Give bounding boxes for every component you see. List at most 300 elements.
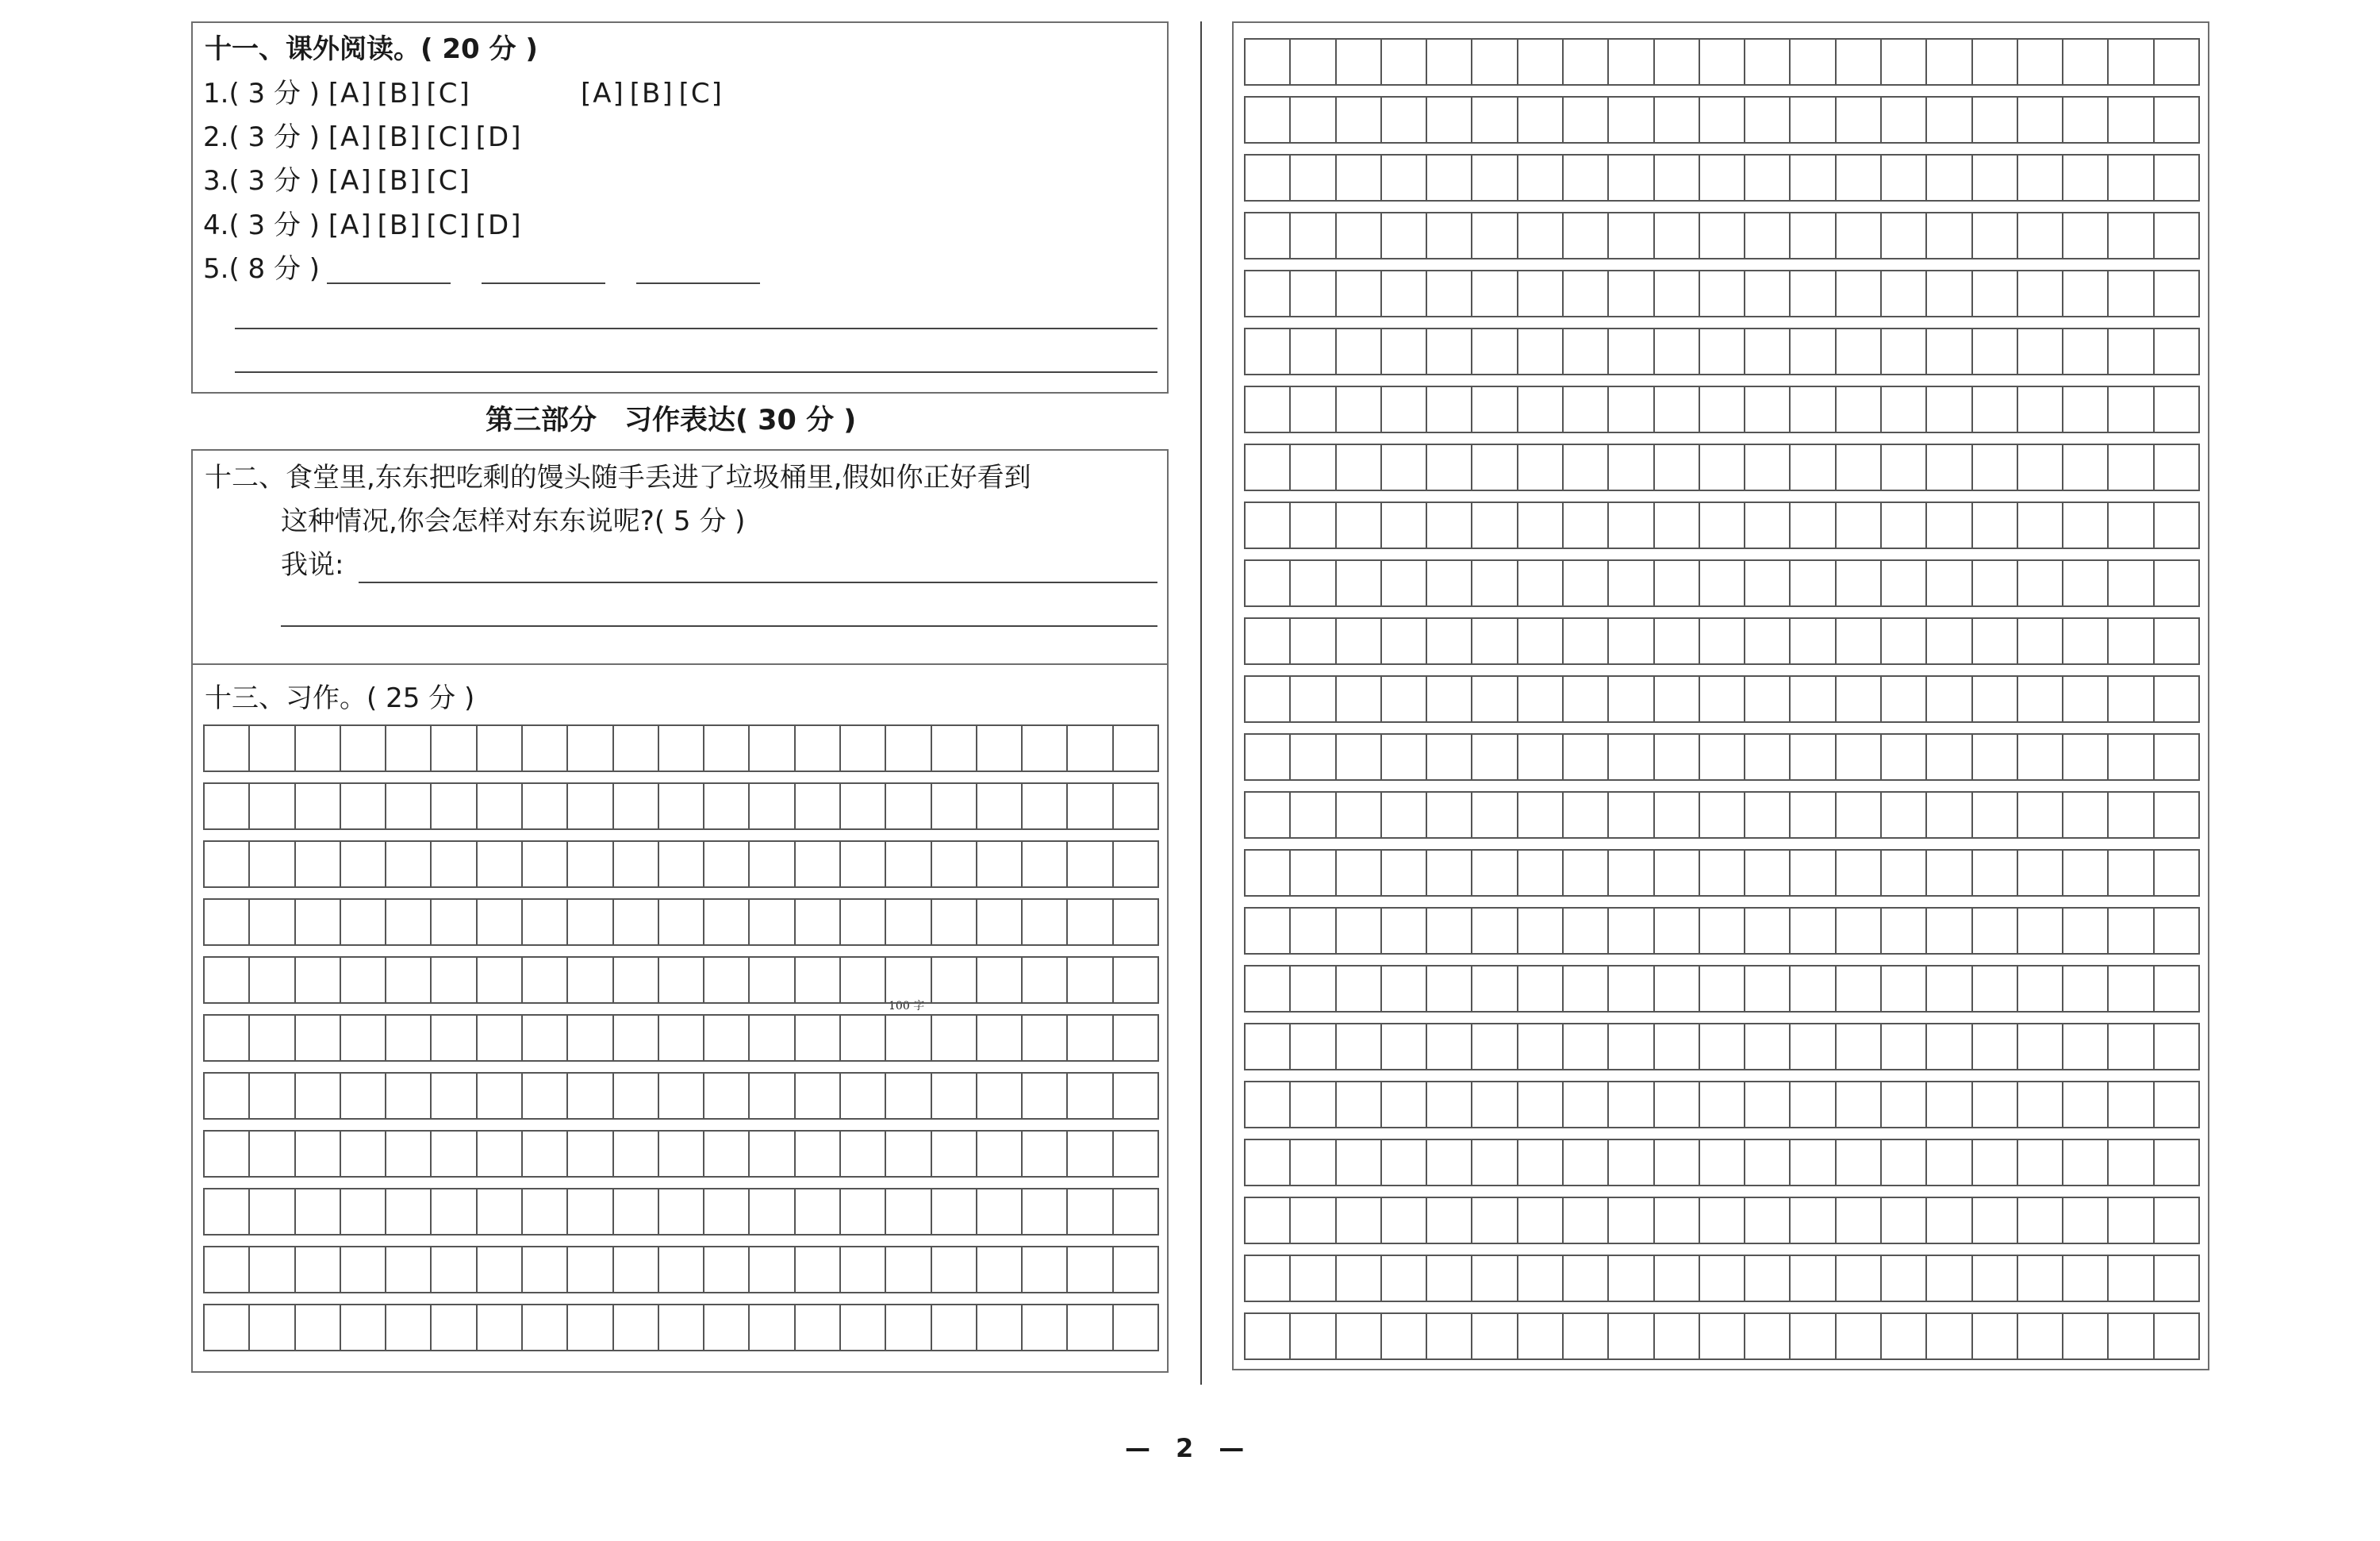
- grid-cell[interactable]: [704, 1016, 750, 1060]
- grid-cell[interactable]: [205, 784, 250, 828]
- grid-cell[interactable]: [659, 784, 704, 828]
- grid-cell[interactable]: [1472, 98, 1518, 142]
- grid-cell[interactable]: [1114, 1305, 1157, 1350]
- grid-cell[interactable]: [1655, 851, 1700, 895]
- grid-cell[interactable]: [386, 1305, 432, 1350]
- grid-cell[interactable]: [568, 842, 613, 886]
- grid-cell[interactable]: [2018, 445, 2063, 490]
- grid-cell[interactable]: [1882, 1314, 1927, 1358]
- item-2-option-a[interactable]: [A]: [328, 121, 373, 153]
- grid-cell[interactable]: [1472, 851, 1518, 895]
- item-1b-option-b[interactable]: [B]: [629, 78, 674, 110]
- grid-cell[interactable]: [796, 900, 841, 944]
- grid-cell[interactable]: [1745, 1082, 1791, 1127]
- grid-cell[interactable]: [1427, 329, 1472, 374]
- grid-cell[interactable]: [1745, 1256, 1791, 1301]
- grid-cell[interactable]: [1068, 1305, 1113, 1350]
- grid-cell[interactable]: [2155, 40, 2198, 84]
- grid-cell[interactable]: [1973, 329, 2018, 374]
- answer-line-1[interactable]: [235, 328, 1157, 329]
- grid-cell[interactable]: [1700, 1024, 1745, 1069]
- grid-cell[interactable]: [1700, 677, 1745, 721]
- grid-cell[interactable]: [796, 1305, 841, 1350]
- grid-cell[interactable]: [1655, 793, 1700, 837]
- grid-cell[interactable]: [1745, 735, 1791, 779]
- grid-cell[interactable]: [1882, 387, 1927, 432]
- grid-cell[interactable]: [750, 1305, 795, 1350]
- grid-cell[interactable]: [2063, 98, 2109, 142]
- grid-cell[interactable]: [2109, 793, 2154, 837]
- grid-cell[interactable]: [1246, 966, 1291, 1011]
- grid-cell[interactable]: [296, 958, 341, 1002]
- grid-cell[interactable]: [886, 784, 931, 828]
- grid-cell[interactable]: [841, 958, 886, 1002]
- grid-cell[interactable]: [478, 900, 523, 944]
- grid-cell[interactable]: [296, 784, 341, 828]
- grid-cell[interactable]: [1114, 900, 1157, 944]
- grid-cell[interactable]: [841, 1132, 886, 1176]
- grid-cell[interactable]: [750, 842, 795, 886]
- grid-cell[interactable]: [432, 1189, 477, 1234]
- grid-cell[interactable]: [1246, 1140, 1291, 1185]
- grid-cell[interactable]: [1246, 619, 1291, 663]
- grid-cell[interactable]: [750, 784, 795, 828]
- grid-cell[interactable]: [1927, 677, 1972, 721]
- grid-cell[interactable]: [2155, 1198, 2198, 1243]
- grid-cell[interactable]: [296, 1189, 341, 1234]
- grid-cell[interactable]: [1427, 561, 1472, 605]
- grid-cell[interactable]: [1973, 793, 2018, 837]
- grid-cell[interactable]: [478, 1247, 523, 1292]
- grid-cell[interactable]: [1382, 677, 1427, 721]
- grid-cell[interactable]: [1518, 1082, 1564, 1127]
- grid-cell[interactable]: [250, 1016, 295, 1060]
- grid-cell[interactable]: [1837, 329, 1882, 374]
- grid-cell[interactable]: [386, 842, 432, 886]
- grid-cell[interactable]: [1291, 503, 1336, 548]
- grid-cell[interactable]: [205, 1189, 250, 1234]
- grid-cell[interactable]: [1114, 726, 1157, 770]
- grid-cell[interactable]: [1337, 271, 1382, 316]
- grid-cell[interactable]: [432, 958, 477, 1002]
- grid-cell[interactable]: [1655, 213, 1700, 258]
- grid-cell[interactable]: [1791, 1024, 1836, 1069]
- grid-cell[interactable]: [932, 726, 977, 770]
- grid-cell[interactable]: [1291, 1082, 1336, 1127]
- grid-cell[interactable]: [1973, 1024, 2018, 1069]
- grid-cell[interactable]: [1973, 1140, 2018, 1185]
- grid-cell[interactable]: [1023, 1132, 1068, 1176]
- grid-cell[interactable]: [1973, 561, 2018, 605]
- grid-cell[interactable]: [841, 1247, 886, 1292]
- grid-cell[interactable]: [1837, 98, 1882, 142]
- grid-cell[interactable]: [977, 1132, 1023, 1176]
- grid-cell[interactable]: [2018, 213, 2063, 258]
- grid-cell[interactable]: [250, 1305, 295, 1350]
- grid-cell[interactable]: [659, 726, 704, 770]
- grid-cell[interactable]: [386, 1189, 432, 1234]
- grid-cell[interactable]: [1382, 503, 1427, 548]
- grid-cell[interactable]: [1745, 561, 1791, 605]
- grid-cell[interactable]: [478, 1074, 523, 1118]
- grid-cell[interactable]: [1791, 213, 1836, 258]
- grid-cell[interactable]: [1700, 561, 1745, 605]
- grid-cell[interactable]: [932, 1074, 977, 1118]
- grid-cell[interactable]: [1246, 1314, 1291, 1358]
- grid-cell[interactable]: [2155, 966, 2198, 1011]
- grid-cell[interactable]: [1472, 387, 1518, 432]
- grid-cell[interactable]: [2063, 1082, 2109, 1127]
- grid-cell[interactable]: [1291, 329, 1336, 374]
- grid-cell[interactable]: [1564, 271, 1609, 316]
- grid-cell[interactable]: [1837, 1024, 1882, 1069]
- grid-cell[interactable]: [1655, 1024, 1700, 1069]
- grid-cell[interactable]: [2063, 735, 2109, 779]
- answer-line-2[interactable]: [235, 371, 1157, 373]
- grid-cell[interactable]: [1427, 213, 1472, 258]
- grid-cell[interactable]: [1927, 735, 1972, 779]
- grid-cell[interactable]: [2018, 793, 2063, 837]
- grid-cell[interactable]: [1564, 1198, 1609, 1243]
- grid-cell[interactable]: [432, 1074, 477, 1118]
- grid-cell[interactable]: [1791, 503, 1836, 548]
- grid-cell[interactable]: [341, 842, 386, 886]
- grid-cell[interactable]: [614, 1247, 659, 1292]
- grid-cell[interactable]: [568, 1016, 613, 1060]
- grid-cell[interactable]: [1609, 619, 1654, 663]
- item-4-option-b[interactable]: [B]: [377, 209, 422, 241]
- grid-cell[interactable]: [1382, 1198, 1427, 1243]
- grid-cell[interactable]: [1382, 619, 1427, 663]
- grid-cell[interactable]: [1837, 40, 1882, 84]
- item-3-option-a[interactable]: [A]: [328, 165, 373, 197]
- grid-cell[interactable]: [2109, 619, 2154, 663]
- grid-cell[interactable]: [1973, 909, 2018, 953]
- grid-cell[interactable]: [1337, 1024, 1382, 1069]
- grid-cell[interactable]: [841, 1189, 886, 1234]
- grid-cell[interactable]: [1927, 966, 1972, 1011]
- grid-cell[interactable]: [1700, 1082, 1745, 1127]
- grid-cell[interactable]: [523, 958, 568, 1002]
- grid-cell[interactable]: [1927, 793, 1972, 837]
- grid-cell[interactable]: [1023, 842, 1068, 886]
- grid-cell[interactable]: [1927, 503, 1972, 548]
- grid-cell[interactable]: [2109, 1140, 2154, 1185]
- grid-cell[interactable]: [1882, 735, 1927, 779]
- item-4-option-c[interactable]: [C]: [426, 209, 471, 241]
- grid-cell[interactable]: [1609, 793, 1654, 837]
- grid-cell[interactable]: [1114, 1247, 1157, 1292]
- grid-cell[interactable]: [1518, 1314, 1564, 1358]
- grid-cell[interactable]: [568, 1132, 613, 1176]
- grid-cell[interactable]: [1518, 445, 1564, 490]
- grid-cell[interactable]: [1745, 156, 1791, 200]
- grid-cell[interactable]: [1655, 1256, 1700, 1301]
- grid-cell[interactable]: [1564, 1024, 1609, 1069]
- grid-cell[interactable]: [1609, 156, 1654, 200]
- grid-cell[interactable]: [796, 1189, 841, 1234]
- grid-cell[interactable]: [886, 842, 931, 886]
- item-4-option-d[interactable]: [D]: [475, 209, 523, 241]
- grid-cell[interactable]: [2018, 1198, 2063, 1243]
- grid-cell[interactable]: [2155, 503, 2198, 548]
- grid-cell[interactable]: [796, 784, 841, 828]
- item-3-option-c[interactable]: [C]: [426, 165, 471, 197]
- grid-cell[interactable]: [2109, 909, 2154, 953]
- grid-cell[interactable]: [1068, 726, 1113, 770]
- grid-cell[interactable]: [2109, 677, 2154, 721]
- grid-cell[interactable]: [1518, 561, 1564, 605]
- grid-cell[interactable]: [1609, 1314, 1654, 1358]
- grid-cell[interactable]: [1655, 387, 1700, 432]
- grid-cell[interactable]: [1382, 1082, 1427, 1127]
- grid-cell[interactable]: [478, 1016, 523, 1060]
- grid-cell[interactable]: [2063, 213, 2109, 258]
- grid-cell[interactable]: [841, 1016, 886, 1060]
- grid-cell[interactable]: [1427, 40, 1472, 84]
- grid-cell[interactable]: [1564, 793, 1609, 837]
- grid-cell[interactable]: [296, 1247, 341, 1292]
- grid-cell[interactable]: [1382, 966, 1427, 1011]
- grid-cell[interactable]: [523, 784, 568, 828]
- item-5-blank-2[interactable]: [482, 282, 605, 284]
- grid-cell[interactable]: [1518, 619, 1564, 663]
- grid-cell[interactable]: [1114, 958, 1157, 1002]
- grid-cell[interactable]: [1882, 561, 1927, 605]
- grid-cell[interactable]: [1655, 1082, 1700, 1127]
- grid-cell[interactable]: [1246, 156, 1291, 200]
- grid-cell[interactable]: [341, 1016, 386, 1060]
- grid-cell[interactable]: [1382, 329, 1427, 374]
- grid-cell[interactable]: [977, 1247, 1023, 1292]
- grid-cell[interactable]: [2063, 966, 2109, 1011]
- grid-cell[interactable]: [1609, 966, 1654, 1011]
- grid-cell[interactable]: [2018, 98, 2063, 142]
- grid-cell[interactable]: [1837, 387, 1882, 432]
- grid-cell[interactable]: [1927, 387, 1972, 432]
- grid-cell[interactable]: [1291, 387, 1336, 432]
- grid-cell[interactable]: [1337, 966, 1382, 1011]
- grid-cell[interactable]: [1337, 503, 1382, 548]
- grid-cell[interactable]: [2063, 793, 2109, 837]
- grid-cell[interactable]: [1564, 1256, 1609, 1301]
- grid-cell[interactable]: [1337, 156, 1382, 200]
- grid-cell[interactable]: [1655, 677, 1700, 721]
- grid-cell[interactable]: [523, 1132, 568, 1176]
- grid-cell[interactable]: [886, 900, 931, 944]
- grid-cell[interactable]: [1745, 1198, 1791, 1243]
- grid-cell[interactable]: [1472, 1024, 1518, 1069]
- item-3-option-b[interactable]: [B]: [377, 165, 422, 197]
- grid-cell[interactable]: [1291, 98, 1336, 142]
- grid-cell[interactable]: [1337, 909, 1382, 953]
- grid-cell[interactable]: [1337, 1198, 1382, 1243]
- grid-cell[interactable]: [1518, 98, 1564, 142]
- grid-cell[interactable]: [841, 726, 886, 770]
- grid-cell[interactable]: [1655, 1140, 1700, 1185]
- grid-cell[interactable]: [341, 1247, 386, 1292]
- grid-cell[interactable]: [1472, 329, 1518, 374]
- grid-cell[interactable]: [659, 900, 704, 944]
- grid-cell[interactable]: [1700, 735, 1745, 779]
- grid-cell[interactable]: [386, 1132, 432, 1176]
- grid-cell[interactable]: [523, 1016, 568, 1060]
- grid-cell[interactable]: [704, 1189, 750, 1234]
- grid-cell[interactable]: [614, 842, 659, 886]
- grid-cell[interactable]: [1291, 966, 1336, 1011]
- grid-cell[interactable]: [1745, 851, 1791, 895]
- grid-cell[interactable]: [796, 842, 841, 886]
- grid-cell[interactable]: [2155, 156, 2198, 200]
- grid-cell[interactable]: [1973, 445, 2018, 490]
- grid-cell[interactable]: [886, 1305, 931, 1350]
- grid-cell[interactable]: [2063, 156, 2109, 200]
- grid-cell[interactable]: [841, 1305, 886, 1350]
- grid-cell[interactable]: [2155, 1082, 2198, 1127]
- grid-cell[interactable]: [1564, 40, 1609, 84]
- grid-cell[interactable]: [1655, 909, 1700, 953]
- grid-cell[interactable]: [1337, 40, 1382, 84]
- grid-cell[interactable]: [1837, 735, 1882, 779]
- grid-cell[interactable]: [2018, 561, 2063, 605]
- grid-cell[interactable]: [1700, 909, 1745, 953]
- grid-cell[interactable]: [523, 726, 568, 770]
- grid-cell[interactable]: [1382, 851, 1427, 895]
- grid-cell[interactable]: [1927, 271, 1972, 316]
- grid-cell[interactable]: [659, 1074, 704, 1118]
- grid-cell[interactable]: [1472, 619, 1518, 663]
- grid-cell[interactable]: [1472, 156, 1518, 200]
- grid-cell[interactable]: [1382, 735, 1427, 779]
- grid-cell[interactable]: [1518, 1024, 1564, 1069]
- grid-cell[interactable]: [1472, 40, 1518, 84]
- item-4-option-a[interactable]: [A]: [328, 209, 373, 241]
- grid-cell[interactable]: [1337, 1082, 1382, 1127]
- grid-cell[interactable]: [1791, 909, 1836, 953]
- grid-cell[interactable]: [478, 1132, 523, 1176]
- grid-cell[interactable]: [886, 1074, 931, 1118]
- grid-cell[interactable]: [659, 1247, 704, 1292]
- item-5-blank-1[interactable]: [327, 282, 451, 284]
- grid-cell[interactable]: [1837, 445, 1882, 490]
- grid-cell[interactable]: [886, 1016, 931, 1060]
- grid-cell[interactable]: [296, 1132, 341, 1176]
- grid-cell[interactable]: [2063, 271, 2109, 316]
- grid-cell[interactable]: [704, 958, 750, 1002]
- grid-cell[interactable]: [2063, 445, 2109, 490]
- grid-cell[interactable]: [2018, 156, 2063, 200]
- grid-cell[interactable]: [932, 1016, 977, 1060]
- grid-cell[interactable]: [1609, 40, 1654, 84]
- grid-cell[interactable]: [1023, 1016, 1068, 1060]
- grid-cell[interactable]: [2109, 329, 2154, 374]
- grid-cell[interactable]: [1791, 40, 1836, 84]
- grid-cell[interactable]: [1518, 271, 1564, 316]
- grid-cell[interactable]: [2155, 1256, 2198, 1301]
- grid-cell[interactable]: [659, 1016, 704, 1060]
- grid-cell[interactable]: [478, 726, 523, 770]
- grid-cell[interactable]: [1745, 387, 1791, 432]
- item-2-option-c[interactable]: [C]: [426, 121, 471, 153]
- grid-cell[interactable]: [1291, 156, 1336, 200]
- grid-cell[interactable]: [296, 900, 341, 944]
- grid-cell[interactable]: [1427, 1082, 1472, 1127]
- grid-cell[interactable]: [841, 1074, 886, 1118]
- grid-cell[interactable]: [1382, 1256, 1427, 1301]
- grid-cell[interactable]: [2155, 213, 2198, 258]
- grid-cell[interactable]: [386, 1074, 432, 1118]
- grid-cell[interactable]: [2063, 503, 2109, 548]
- grid-cell[interactable]: [1337, 619, 1382, 663]
- grid-cell[interactable]: [1068, 1132, 1113, 1176]
- grid-cell[interactable]: [205, 1247, 250, 1292]
- grid-cell[interactable]: [1882, 156, 1927, 200]
- grid-cell[interactable]: [886, 1132, 931, 1176]
- grid-cell[interactable]: [1700, 1198, 1745, 1243]
- grid-cell[interactable]: [1973, 503, 2018, 548]
- grid-cell[interactable]: [523, 1189, 568, 1234]
- grid-cell[interactable]: [1246, 793, 1291, 837]
- grid-cell[interactable]: [1564, 677, 1609, 721]
- grid-cell[interactable]: [1564, 329, 1609, 374]
- grid-cell[interactable]: [1291, 213, 1336, 258]
- grid-cell[interactable]: [1291, 40, 1336, 84]
- grid-cell[interactable]: [1655, 98, 1700, 142]
- item-2-option-d[interactable]: [D]: [475, 121, 523, 153]
- grid-cell[interactable]: [1791, 619, 1836, 663]
- grid-cell[interactable]: [250, 842, 295, 886]
- grid-cell[interactable]: [886, 1247, 931, 1292]
- grid-cell[interactable]: [1745, 213, 1791, 258]
- grid-cell[interactable]: [2155, 1314, 2198, 1358]
- grid-cell[interactable]: [386, 958, 432, 1002]
- grid-cell[interactable]: [1609, 445, 1654, 490]
- grid-cell[interactable]: [1518, 851, 1564, 895]
- grid-cell[interactable]: [2109, 1024, 2154, 1069]
- grid-cell[interactable]: [341, 958, 386, 1002]
- grid-cell[interactable]: [1791, 1314, 1836, 1358]
- grid-cell[interactable]: [977, 1016, 1023, 1060]
- grid-cell[interactable]: [2109, 156, 2154, 200]
- grid-cell[interactable]: [1472, 735, 1518, 779]
- grid-cell[interactable]: [614, 1305, 659, 1350]
- grid-cell[interactable]: [568, 900, 613, 944]
- grid-cell[interactable]: [2155, 677, 2198, 721]
- grid-cell[interactable]: [1291, 909, 1336, 953]
- grid-cell[interactable]: [1655, 40, 1700, 84]
- grid-cell[interactable]: [1655, 271, 1700, 316]
- grid-cell[interactable]: [977, 1189, 1023, 1234]
- grid-cell[interactable]: [977, 958, 1023, 1002]
- grid-cell[interactable]: [1837, 1082, 1882, 1127]
- grid-cell[interactable]: [1564, 98, 1609, 142]
- grid-cell[interactable]: [1837, 503, 1882, 548]
- grid-cell[interactable]: [1973, 1082, 2018, 1127]
- grid-cell[interactable]: [2018, 1024, 2063, 1069]
- grid-cell[interactable]: [750, 1189, 795, 1234]
- grid-cell[interactable]: [386, 1016, 432, 1060]
- grid-cell[interactable]: [1472, 561, 1518, 605]
- grid-cell[interactable]: [2018, 503, 2063, 548]
- grid-cell[interactable]: [1291, 1314, 1336, 1358]
- grid-cell[interactable]: [2018, 1140, 2063, 1185]
- grid-cell[interactable]: [1291, 793, 1336, 837]
- grid-cell[interactable]: [2018, 387, 2063, 432]
- grid-cell[interactable]: [1837, 966, 1882, 1011]
- grid-cell[interactable]: [1246, 98, 1291, 142]
- grid-cell[interactable]: [1246, 1256, 1291, 1301]
- grid-cell[interactable]: [932, 1305, 977, 1350]
